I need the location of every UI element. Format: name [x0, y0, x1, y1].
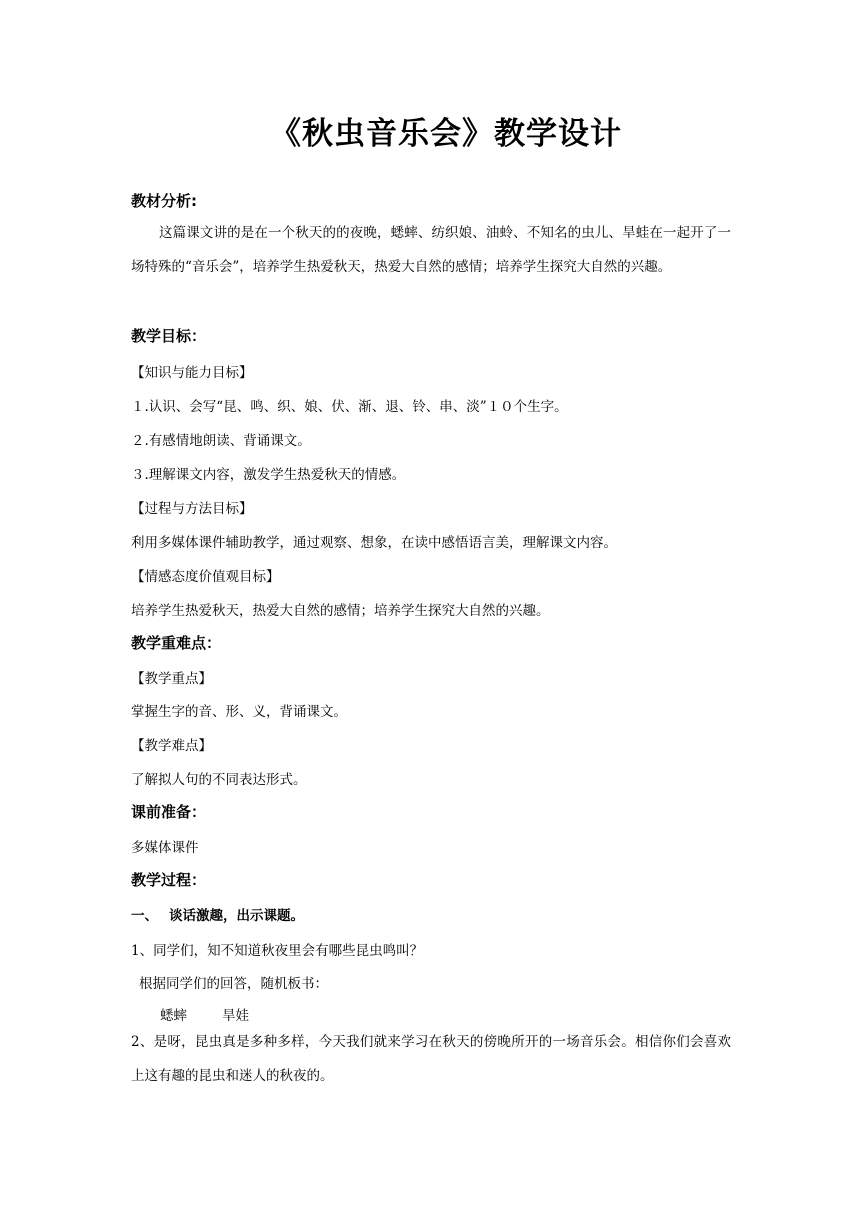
- process-method-label: 【过程与方法目标】: [131, 501, 253, 517]
- difficulty-label: 【教学难点】: [131, 738, 212, 754]
- step1-number: 一、: [131, 908, 158, 924]
- step1-title: 谈话激趣，出示课题。: [169, 908, 304, 924]
- knowledge-item-2: ２.有感情地朗读、背诵课文。: [131, 433, 311, 449]
- process-heading: 教学过程：: [131, 871, 207, 889]
- emotion-label: 【情感态度价值观目标】: [131, 569, 280, 585]
- key-points-heading: 教学重难点：: [131, 634, 222, 652]
- focus-label: 【教学重点】: [131, 671, 212, 687]
- emotion-text: 培养学生热爱秋天，热爱大自然的感情；培养学生探究大自然的兴趣。: [131, 603, 550, 619]
- focus-text: 掌握生字的音、形、义，背诵课文。: [131, 704, 347, 720]
- process-item-1-note: 根据同学们的回答，随机板书：: [139, 976, 328, 992]
- process-item-1: 1、同学们，知不知道秋夜里会有哪些昆虫鸣叫？: [131, 943, 424, 959]
- board-word-cricket: 蟋蟀: [160, 1008, 187, 1024]
- difficulty-text: 了解拟人句的不同表达形式。: [131, 772, 307, 788]
- preparation-text: 多媒体课件: [131, 840, 199, 856]
- objectives-heading: 教学目标：: [131, 327, 207, 345]
- board-word-frog: 旱娃: [222, 1008, 249, 1024]
- material-analysis-heading: 教材分析:: [131, 192, 197, 210]
- preparation-heading: 课前准备：: [131, 803, 207, 821]
- process-method-text: 利用多媒体课件辅助教学，通过观察、想象，在读中感悟语言美，理解课文内容。: [131, 535, 617, 551]
- document-title: 《秋虫音乐会》教学设计: [270, 116, 622, 152]
- knowledge-label: 【知识与能力目标】: [131, 365, 253, 381]
- knowledge-item-3: ３.理解课文内容，激发学生热爱秋天的情感。: [131, 467, 406, 483]
- knowledge-item-1: １.认识、会写“昆、鸣、织、娘、伏、渐、退、铃、串、淡”１０个生字。: [131, 399, 568, 415]
- material-analysis-paragraph: 这篇课文讲的是在一个秋天的的夜晚，蟋蟀、纺织娘、油蛉、不知名的虫儿、旱蛙在一起开了一场特殊的“音乐会”，培养学生热爱秋天，热爱大自然的感情；培养学生探究大自然的兴趣。: [131, 225, 731, 275]
- process-item-2: 2、是呀，昆虫真是多种多样，今天我们就来学习在秋天的傍晚所开的一场音乐会。相信你们会喜欢上这有趣的昆虫和迷人的秋夜的。: [131, 1034, 731, 1084]
